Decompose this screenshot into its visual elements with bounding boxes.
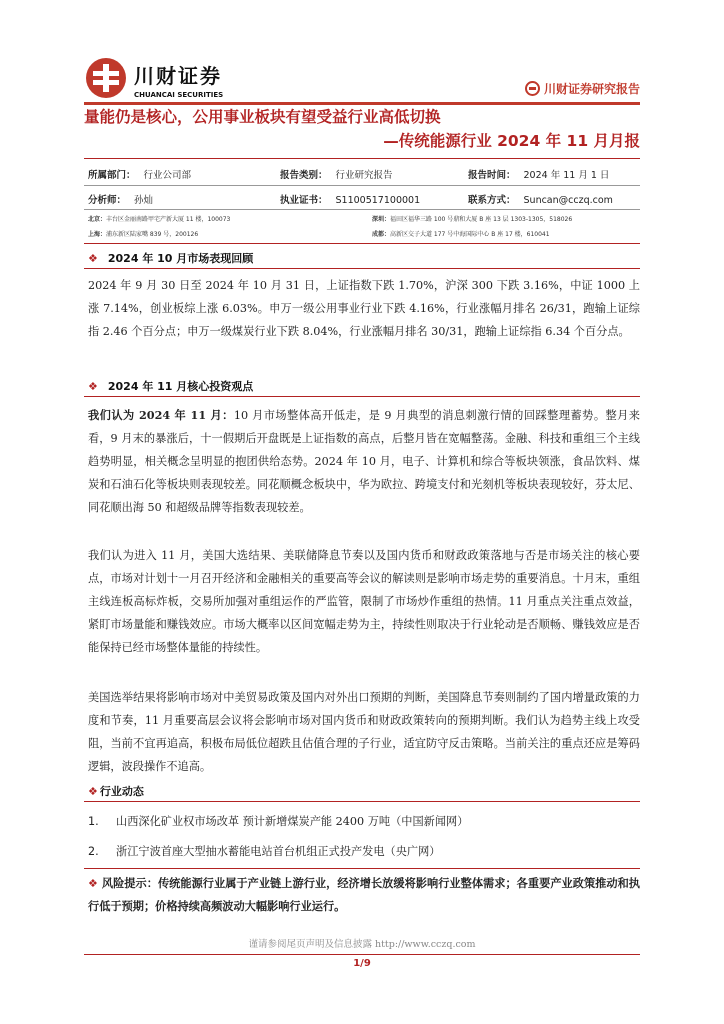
report-type-value: 行业研究报告 [335, 170, 393, 181]
header-divider [84, 102, 640, 105]
title-divider [84, 158, 640, 159]
beijing-label: 北京： [88, 216, 107, 223]
report-type-label: 报告类别： [280, 170, 328, 181]
certificate-label: 执业证书： [280, 195, 328, 206]
contact-info [468, 192, 613, 206]
footer-disclaimer: 谨请参阅尾页声明及信息披露 http://www.cczq.com [248, 939, 476, 950]
risk-text: 传统能源行业属于产业链上游行业，经济增长放缓将影响行业整体需求；各重要产业政策推动和执行低于预期；价格持续高频波动大幅影响行业运行。 [88, 877, 640, 913]
risk-warning [88, 872, 640, 918]
diamond-icon: ❖ [88, 252, 98, 265]
address-chengdu [372, 229, 550, 238]
news-item [88, 842, 440, 862]
footer-divider [84, 954, 640, 955]
news-item [88, 812, 468, 832]
report-title: 量能仍是核心，公用事业板块有望受益行业高低切换 [84, 108, 441, 126]
logo-text [134, 60, 223, 99]
chuancai-logo-icon [84, 56, 128, 100]
department-label: 所属部门： [88, 170, 136, 181]
contact-value[interactable]: Suncan@cczq.com [523, 195, 613, 206]
chengdu-value: 高新区交子大道 177 号中海国际中心 B 座 17 楼，610041 [390, 231, 550, 238]
news-text: 山西深化矿业权市场改革 预计新增煤炭产能 2400 万吨（中国新闻网） [116, 815, 469, 828]
section-view-heading [88, 378, 253, 394]
section-news-heading [88, 783, 144, 799]
review-paragraph: 2024 年 9 月 30 日至 2024 年 10 月 31 日，上证指数下跌 1.70%，沪深 300 下跌 3.16%，中证 1000 上涨 7.14%，创业板综上涨 6.03%。申万一级公用事业行业下跌 4.16%，行业涨幅月排名 26/31，跑输上证综指 2.46 个百分点；申万一级煤炭行业下跌 8.04%，行业涨幅月排名 30/31，跑输上证综指 6.34 个百分点。 [88, 279, 640, 338]
department-info [88, 167, 191, 181]
shanghai-label: 上海： [88, 231, 107, 238]
diamond-icon: ❖ [88, 380, 98, 393]
chengdu-label: 成都： [372, 231, 391, 238]
certificate-info [280, 192, 420, 206]
report-date-value: 2024 年 11 月 1 日 [523, 170, 610, 181]
news-number: 2. [88, 845, 99, 858]
view-paragraph-1 [88, 404, 640, 519]
risk-label: 风险提示： [101, 877, 158, 890]
shenzhen-label: 深圳： [372, 216, 391, 223]
section-view-title: 2024 年 11 月核心投资观点 [107, 380, 254, 393]
news-number: 1. [88, 815, 99, 828]
news-text: 浙江宁波首座大型抽水蓄能电站首台机组正式投产发电（央广网） [116, 845, 441, 858]
report-date-info [468, 167, 609, 181]
view-paragraph-1-text: 10 月市场整体高开低走，是 9 月典型的消息刺激行情的回踩整理蓄势。整月来看，9 月末的暴涨后，十一假期后开盘既是上证指数的高点，后整月皆在宽幅整荡。金融、科技和重组三个主线趋势明显，相关概念呈明显的抱团供给态势。2024 年 10 月，电子、计算机和综合等板块领涨，食品饮料、煤炭和石油石化等板块则表现较差。同花顺概念板块中，华为欧拉、跨境支付和光刻机等板块表现较好，芬太尼、同花顺出海 50 和超级品牌等指数表现较差。 [88, 409, 640, 514]
address-divider [84, 243, 640, 244]
certificate-value: S1100517100001 [335, 195, 421, 206]
logo-chinese: 川财证券 [134, 64, 222, 88]
view-paragraph-2: 我们认为进入 11 月，美国大选结果、美联储降息节奏以及国内货币和财政政策落地与否是市场关注的核心要点，市场对计划十一月召开经济和金融相关的重要高等会议的解读则是影响市场走势的重要消息。十月末，重组主线连板高标炸板，交易所加强对重组运作的严监管，限制了市场炒作重组的热情。11 月重点关注重点效益，紧盯市场量能和赚钱效应。市场大概率以区间宽幅走势为主，持续性则取决于行业轮动是否顺畅、赚钱效应是否能保持已经市场整体量能的持续性。 [88, 549, 640, 654]
section-view-rule [84, 396, 640, 397]
brand-text: 川财证券研究报告 [543, 82, 640, 96]
section-review-title: 2024 年 10 月市场表现回顾 [107, 252, 254, 265]
beijing-value: 丰台区金丽南路甲宅产新大厦 11 楼，100073 [106, 216, 231, 223]
address-shanghai [88, 229, 198, 238]
view-paragraph-3: 美国选举结果将影响市场对中美贸易政策及国内对外出口预期的判断，美国降息节奏则制约了国内增量政策的力度和节奏，11 月重要高层会议将会影响市场对国内货币和财政政策转向的预期判断。我们认为趋势主线上攻受阻，当前不宜再追高，积极布局低位超跌且估值合理的子行业，适宜防守反击策略。当前关注的重点还应是筹码逻辑，波段操作不追高。 [88, 691, 640, 773]
section-news-rule [84, 801, 640, 802]
address-beijing [88, 214, 230, 223]
section-review-heading [88, 250, 253, 266]
section-news-title: 行业动态 [99, 785, 144, 798]
view-lead: 我们认为 2024 年 11 月： [88, 408, 234, 422]
logo-english: CHUANCAI SECURITIES [134, 91, 224, 99]
report-header [84, 56, 640, 102]
analyst-label: 分析师： [88, 195, 127, 206]
report-subtitle: —传统能源行业 2024 年 11 月月报 [383, 132, 640, 150]
section-review-rule [84, 268, 640, 269]
shenzhen-value: 福田区福华三路 100 号鼎和大厦 B 座 13 层 1303-1305，518026 [390, 216, 573, 223]
report-date-label: 报告时间： [468, 170, 516, 181]
shanghai-value: 浦东新区陆家嘴 839 号，200126 [106, 231, 199, 238]
address-shenzhen [372, 214, 572, 223]
page-number: 1/9 [353, 958, 371, 969]
report-type-info [280, 167, 393, 181]
risk-rule [84, 868, 640, 869]
info-divider-2 [84, 209, 640, 210]
report-brand [525, 80, 640, 97]
analyst-info [88, 192, 153, 206]
analyst-value: 孙灿 [134, 195, 154, 206]
contact-label: 联系方式： [468, 195, 516, 206]
brand-icon [525, 81, 540, 96]
diamond-icon: ❖ [88, 877, 98, 890]
diamond-icon: ❖ [88, 785, 98, 798]
department-value: 行业公司部 [143, 170, 192, 181]
info-divider-1 [84, 185, 640, 186]
